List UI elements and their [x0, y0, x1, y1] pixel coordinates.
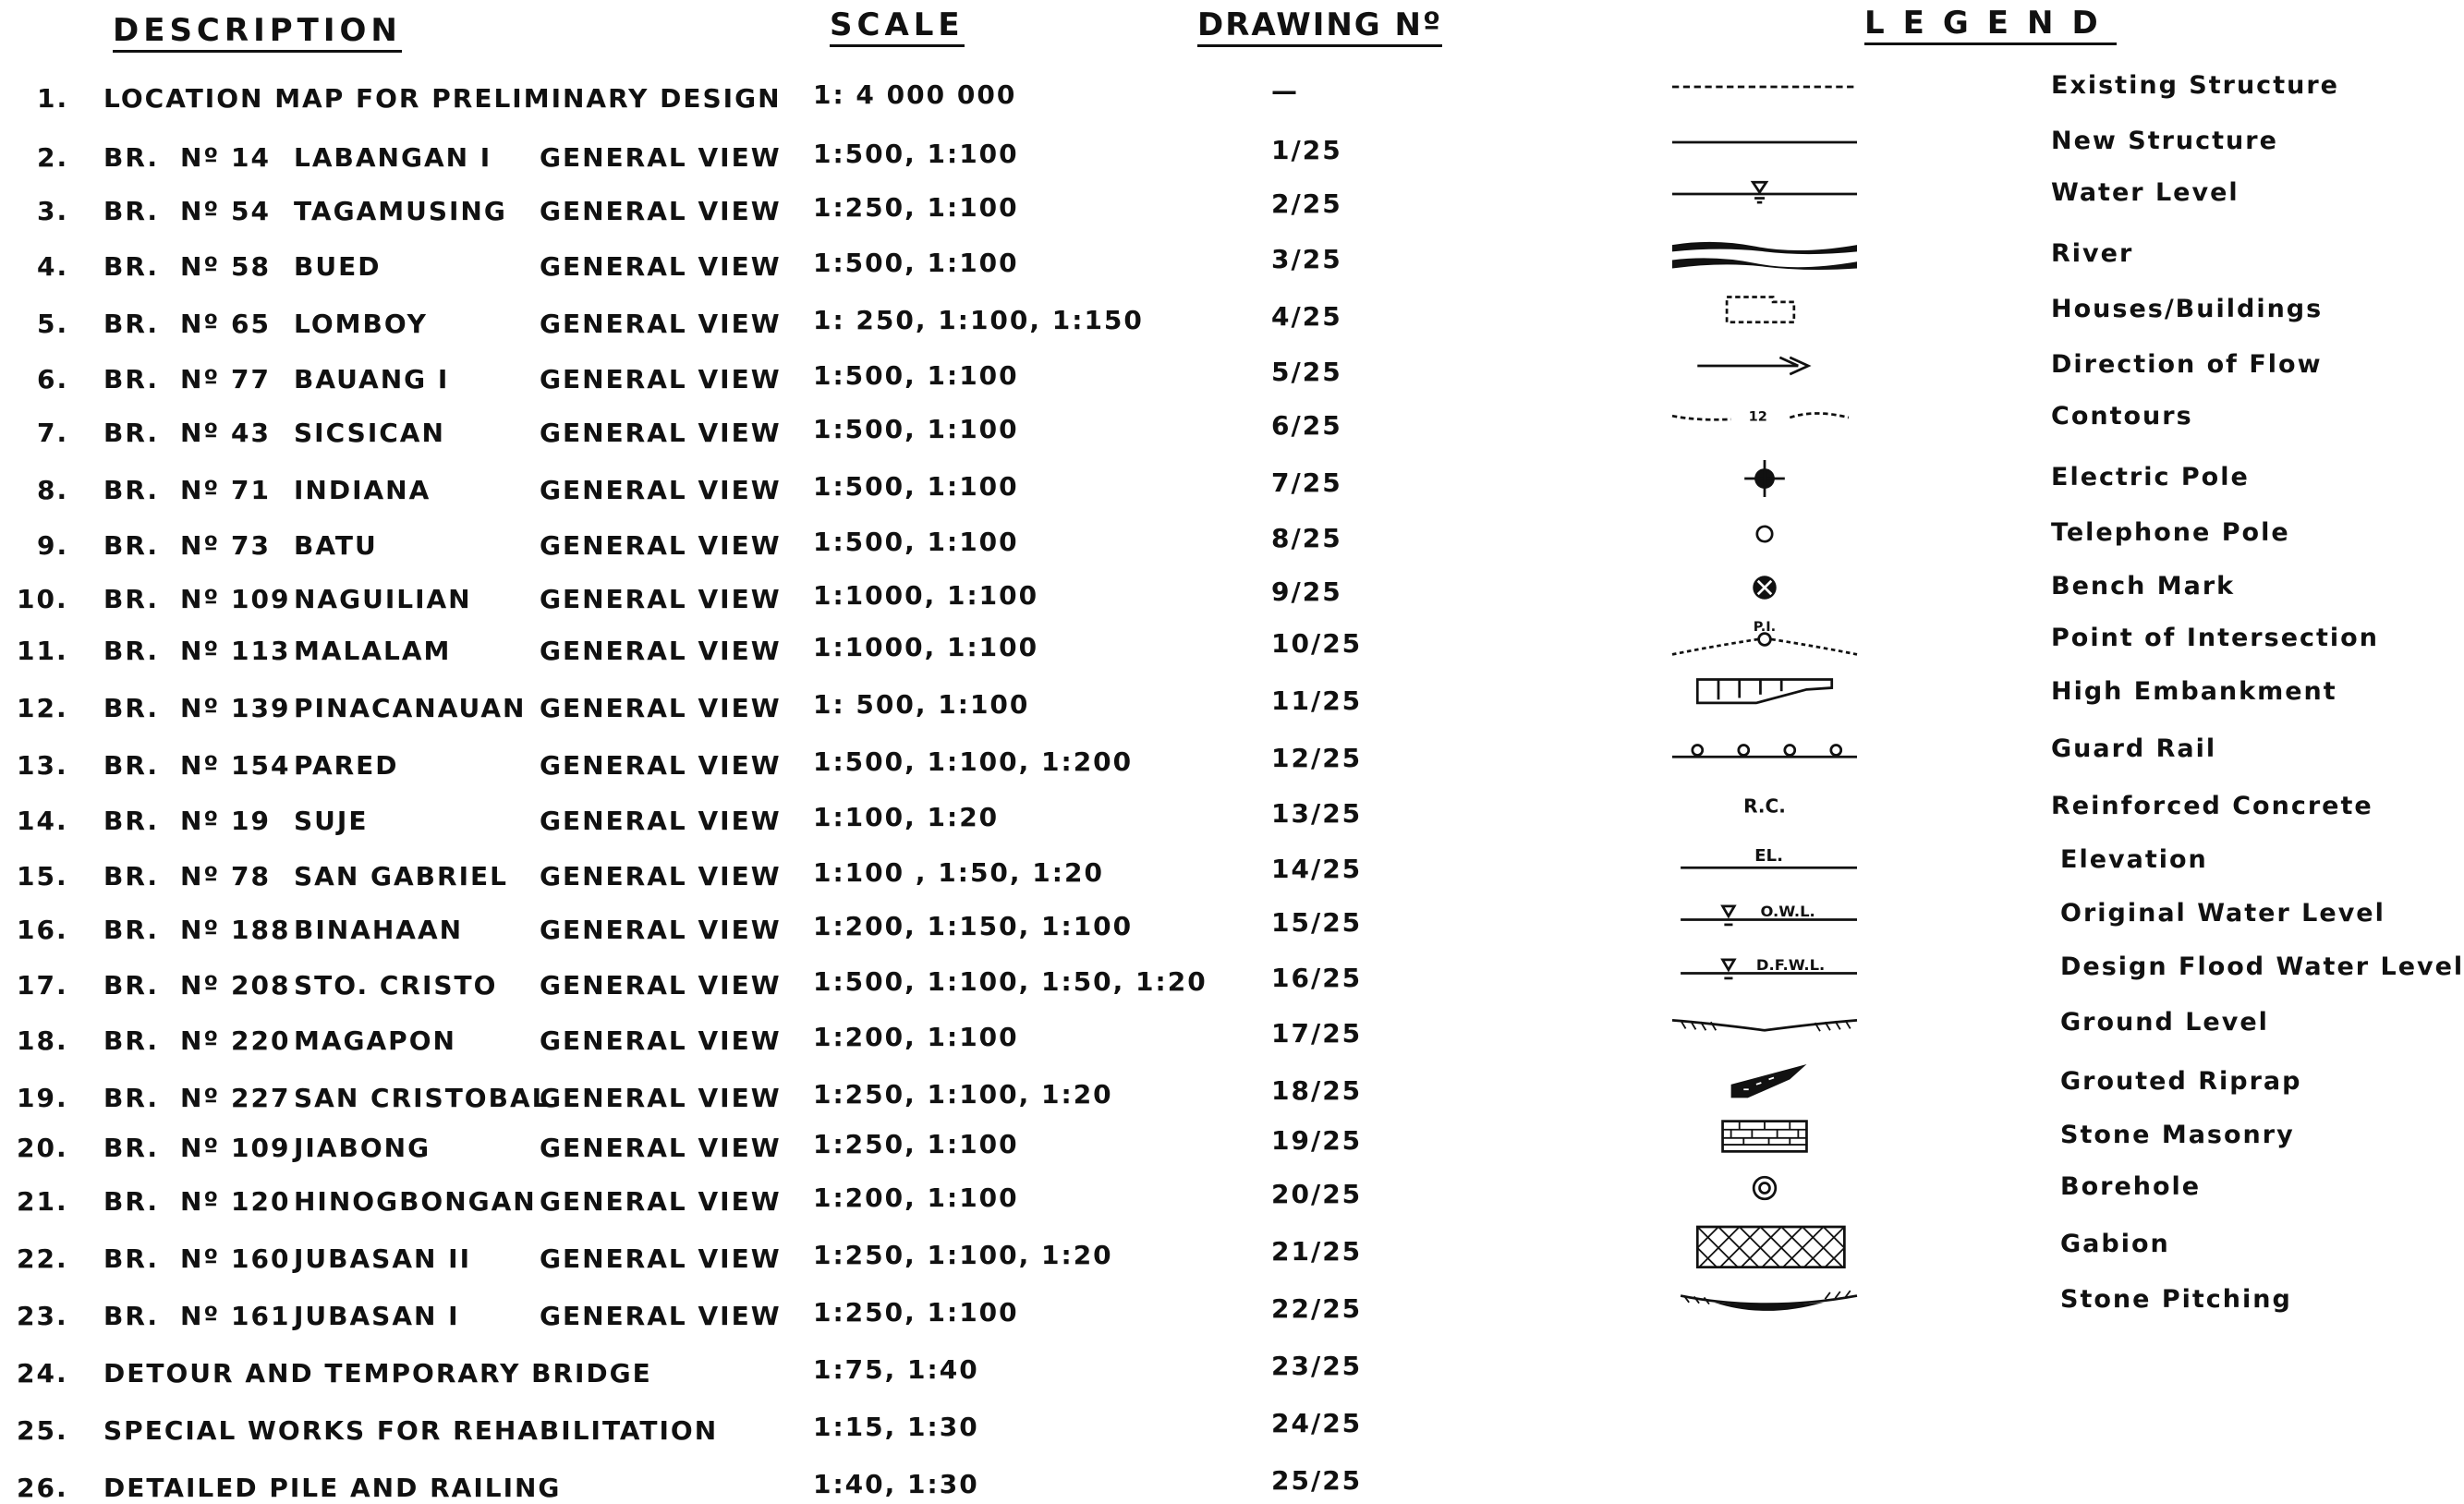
view-type: GENERAL VIEW — [540, 636, 782, 666]
scale-value: 1:500, 1:100 — [813, 471, 1019, 502]
bridge-number: Nº 65 — [180, 309, 271, 339]
scale-value: 1:250, 1:100, 1:20 — [813, 1079, 1113, 1110]
bridge-prefix: BR. — [103, 196, 160, 226]
legend-label: New Structure — [2051, 127, 2278, 155]
legend-header: LEGEND — [1864, 6, 2117, 45]
legend-label: High Embankment — [2051, 677, 2337, 706]
legend-label: Contours — [2051, 402, 2193, 431]
drawing-number: 12/25 — [1271, 743, 1363, 773]
row-number: 18. — [17, 1025, 68, 1056]
bridge-prefix: BR. — [103, 584, 160, 614]
bridge-number: Nº 58 — [180, 251, 271, 282]
row-description: DETOUR AND TEMPORARY BRIDGE — [103, 1358, 652, 1389]
row-number: 20. — [17, 1133, 68, 1163]
bridge-number: Nº 227 — [180, 1083, 291, 1113]
legend-label: Electric Pole — [2051, 463, 2250, 491]
row-number: 11. — [17, 636, 68, 666]
bridge-prefix: BR. — [103, 1186, 160, 1217]
reinforced-concrete-icon — [1654, 789, 1875, 826]
drawing-number: 9/25 — [1271, 576, 1342, 607]
bridge-number: Nº 220 — [180, 1025, 291, 1056]
bridge-prefix: BR. — [103, 309, 160, 339]
legend-label: Point of Intersection — [2051, 624, 2379, 652]
bridge-name: LOMBOY — [294, 309, 428, 339]
legend-marker-text: O.W.L. — [1760, 902, 1815, 920]
legend-label: Design Flood Water Level — [2060, 952, 2464, 981]
bridge-number: Nº 120 — [180, 1186, 291, 1217]
scale-value: 1:500, 1:100 — [813, 360, 1019, 391]
row-number: 2. — [37, 142, 69, 173]
scale-value: 1:1000, 1:100 — [813, 580, 1039, 611]
bridge-number: Nº 109 — [180, 1133, 291, 1163]
bridge-name: SUJE — [294, 806, 369, 836]
bridge-number: Nº 14 — [180, 142, 271, 173]
bridge-prefix: BR. — [103, 475, 160, 505]
water-level-icon — [1654, 176, 1875, 212]
row-number: 13. — [17, 750, 68, 781]
row-description: LOCATION MAP FOR PRELIMINARY DESIGN — [103, 83, 782, 114]
row-number: 1. — [37, 83, 69, 114]
bridge-name: JIABONG — [294, 1133, 431, 1163]
view-type: GENERAL VIEW — [540, 750, 782, 781]
building-icon — [1654, 292, 1875, 329]
bridge-name: INDIANA — [294, 475, 431, 505]
scale-value: 1: 4 000 000 — [813, 79, 1017, 110]
legend-label: Stone Masonry — [2060, 1121, 2295, 1149]
drawing-number: — — [1271, 76, 1299, 106]
scale-value: 1:250, 1:100 — [813, 1129, 1019, 1159]
view-type: GENERAL VIEW — [540, 475, 782, 505]
bridge-number: Nº 77 — [180, 364, 271, 394]
bridge-prefix: BR. — [103, 1301, 160, 1331]
bridge-name: PINACANAUAN — [294, 693, 527, 723]
bridge-name: BINAHAAN — [294, 915, 464, 945]
row-number: 12. — [17, 693, 68, 723]
scale-value: 1:250, 1:100 — [813, 192, 1019, 223]
scale-value: 1: 500, 1:100 — [813, 689, 1030, 720]
bridge-name: SAN GABRIEL — [294, 861, 508, 891]
drawing-number: 21/25 — [1271, 1236, 1363, 1267]
row-number: 16. — [17, 915, 68, 945]
contour-marker: 12 — [1748, 409, 1767, 425]
bridge-number: Nº 160 — [180, 1243, 291, 1274]
bridge-name: JUBASAN II — [294, 1243, 472, 1274]
view-type: GENERAL VIEW — [540, 309, 782, 339]
contour-icon — [1654, 399, 1875, 436]
bridge-name: STO. CRISTO — [294, 970, 498, 1001]
drawing-number: 6/25 — [1271, 410, 1342, 441]
embankment-icon — [1654, 674, 1875, 711]
view-type: GENERAL VIEW — [540, 861, 782, 891]
bridge-prefix: BR. — [103, 693, 160, 723]
bridge-name: SAN CRISTOBAL — [294, 1083, 551, 1113]
view-type: GENERAL VIEW — [540, 530, 782, 561]
bridge-name: MAGAPON — [294, 1025, 456, 1056]
flow-arrow-icon — [1654, 347, 1875, 384]
bridge-name: JUBASAN I — [294, 1301, 460, 1331]
bridge-number: Nº 43 — [180, 418, 271, 448]
scale-header: SCALE — [830, 7, 965, 47]
scale-value: 1:250, 1:100, 1:20 — [813, 1240, 1113, 1270]
legend-label: Houses/Buildings — [2051, 295, 2324, 323]
drawing-number: 16/25 — [1271, 963, 1363, 993]
description-header: DESCRIPTION — [113, 13, 402, 53]
view-type: GENERAL VIEW — [540, 251, 782, 282]
design-flood-level-icon — [1654, 950, 1875, 987]
drawing-number: 7/25 — [1271, 467, 1342, 498]
legend-label: Grouted Riprap — [2060, 1067, 2302, 1096]
legend-label: Elevation — [2060, 845, 2208, 874]
row-number: 14. — [17, 806, 68, 836]
stone-pitching-icon — [1654, 1282, 1875, 1319]
scale-value: 1:500, 1:100 — [813, 248, 1019, 278]
view-type: GENERAL VIEW — [540, 970, 782, 1001]
legend-label: Borehole — [2060, 1172, 2202, 1201]
view-type: GENERAL VIEW — [540, 196, 782, 226]
bridge-number: Nº 188 — [180, 915, 291, 945]
row-description: DETAILED PILE AND RAILING — [103, 1473, 562, 1503]
row-number: 3. — [37, 196, 69, 226]
bridge-number: Nº 19 — [180, 806, 271, 836]
legend-label: Gabion — [2060, 1230, 2170, 1258]
view-type: GENERAL VIEW — [540, 1186, 782, 1217]
scale-value: 1:15, 1:30 — [813, 1412, 979, 1442]
legend-marker-text: D.F.W.L. — [1755, 955, 1826, 974]
drawing-number: 10/25 — [1271, 628, 1363, 659]
borehole-icon — [1654, 1170, 1875, 1207]
view-type: GENERAL VIEW — [540, 584, 782, 614]
river-icon — [1654, 237, 1875, 273]
bridge-prefix: BR. — [103, 142, 160, 173]
scale-value: 1:100, 1:20 — [813, 802, 1000, 832]
solid-line-icon — [1654, 124, 1875, 161]
scale-value: 1:75, 1:40 — [813, 1354, 979, 1385]
scale-value: 1: 250, 1:100, 1:150 — [813, 305, 1144, 335]
bridge-prefix: BR. — [103, 915, 160, 945]
bridge-name: BAUANG I — [294, 364, 450, 394]
view-type: GENERAL VIEW — [540, 1133, 782, 1163]
legend-label: Telephone Pole — [2051, 518, 2290, 547]
row-number: 17. — [17, 970, 68, 1001]
view-type: GENERAL VIEW — [540, 418, 782, 448]
view-type: GENERAL VIEW — [540, 1083, 782, 1113]
scale-value: 1:500, 1:100 — [813, 139, 1019, 169]
scale-value: 1:200, 1:100 — [813, 1022, 1019, 1052]
view-type: GENERAL VIEW — [540, 915, 782, 945]
bridge-number: Nº 113 — [180, 636, 291, 666]
legend-label: Original Water Level — [2060, 899, 2385, 928]
view-type: GENERAL VIEW — [540, 806, 782, 836]
bridge-prefix: BR. — [103, 636, 160, 666]
drawing-number: 4/25 — [1271, 301, 1342, 332]
bridge-prefix: BR. — [103, 1025, 160, 1056]
drawing-number: 14/25 — [1271, 854, 1363, 884]
drawing-number: 1/25 — [1271, 135, 1342, 165]
bridge-prefix: BR. — [103, 418, 160, 448]
bridge-number: Nº 109 — [180, 584, 291, 614]
bridge-prefix: BR. — [103, 970, 160, 1001]
legend-label: Ground Level — [2060, 1008, 2269, 1037]
drawing-number: 2/25 — [1271, 188, 1342, 219]
drawing-number: 5/25 — [1271, 357, 1342, 387]
bridge-prefix: BR. — [103, 1133, 160, 1163]
drawing-number: 17/25 — [1271, 1018, 1363, 1049]
row-number: 26. — [17, 1473, 68, 1503]
row-number: 15. — [17, 861, 68, 891]
bridge-number: Nº 161 — [180, 1301, 291, 1331]
legend-marker-text: P.I. — [1753, 619, 1777, 635]
electric-pole-icon — [1654, 460, 1875, 497]
elevation-icon — [1654, 843, 1875, 879]
bridge-prefix: BR. — [103, 806, 160, 836]
guard-rail-icon — [1654, 732, 1875, 769]
row-number: 24. — [17, 1358, 68, 1389]
bridge-number: Nº 71 — [180, 475, 271, 505]
drawing-number: 11/25 — [1271, 685, 1363, 716]
row-number: 9. — [37, 530, 69, 561]
bridge-prefix: BR. — [103, 364, 160, 394]
scale-value: 1:200, 1:100 — [813, 1183, 1019, 1213]
bench-mark-icon — [1654, 569, 1875, 606]
bridge-prefix: BR. — [103, 1083, 160, 1113]
legend-label: River — [2051, 239, 2134, 268]
bridge-prefix: BR. — [103, 1243, 160, 1274]
drawing-number: 22/25 — [1271, 1293, 1363, 1324]
intersection-point-icon — [1654, 621, 1875, 658]
row-description: SPECIAL WORKS FOR REHABILITATION — [103, 1415, 719, 1446]
grouted-riprap-icon — [1654, 1064, 1875, 1101]
drawing-number: 23/25 — [1271, 1351, 1363, 1381]
dashed-line-icon — [1654, 68, 1875, 105]
bridge-number: Nº 73 — [180, 530, 271, 561]
bridge-name: LABANGAN I — [294, 142, 492, 173]
row-number: 7. — [37, 418, 69, 448]
bridge-name: MALALAM — [294, 636, 452, 666]
drawing-number: 20/25 — [1271, 1179, 1363, 1209]
view-type: GENERAL VIEW — [540, 693, 782, 723]
scale-value: 1:500, 1:100, 1:200 — [813, 746, 1134, 777]
bridge-name: PARED — [294, 750, 399, 781]
row-number: 19. — [17, 1083, 68, 1113]
legend-marker-text: R.C. — [1743, 794, 1786, 818]
view-type: GENERAL VIEW — [540, 364, 782, 394]
drawing-number: 18/25 — [1271, 1075, 1363, 1106]
view-type: GENERAL VIEW — [540, 1025, 782, 1056]
view-type: GENERAL VIEW — [540, 1301, 782, 1331]
scale-value: 1:500, 1:100 — [813, 414, 1019, 444]
bridge-name: SICSICAN — [294, 418, 445, 448]
drawing-number: 13/25 — [1271, 798, 1363, 829]
scale-value: 1:500, 1:100, 1:50, 1:20 — [813, 966, 1208, 997]
drawing-number: 25/25 — [1271, 1465, 1363, 1496]
drawing-number: 24/25 — [1271, 1408, 1363, 1438]
scale-value: 1:40, 1:30 — [813, 1469, 979, 1499]
bridge-prefix: BR. — [103, 530, 160, 561]
drawing-number: 8/25 — [1271, 523, 1342, 553]
row-number: 25. — [17, 1415, 68, 1446]
bridge-name: HINOGBONGAN — [294, 1186, 537, 1217]
row-number: 4. — [37, 251, 69, 282]
row-number: 10. — [17, 584, 68, 614]
view-type: GENERAL VIEW — [540, 1243, 782, 1274]
legend-label: Reinforced Concrete — [2051, 792, 2373, 820]
bridge-name: BUED — [294, 251, 382, 282]
scale-value: 1:100 , 1:50, 1:20 — [813, 857, 1104, 888]
stone-masonry-icon — [1654, 1118, 1875, 1155]
scale-value: 1:250, 1:100 — [813, 1297, 1019, 1328]
scale-value: 1:1000, 1:100 — [813, 632, 1039, 662]
bridge-number: Nº 54 — [180, 196, 271, 226]
legend-label: Existing Structure — [2051, 71, 2339, 100]
drawing-number: 3/25 — [1271, 244, 1342, 274]
legend-label: Bench Mark — [2051, 572, 2236, 600]
scale-value: 1:200, 1:150, 1:100 — [813, 911, 1134, 941]
row-number: 5. — [37, 309, 69, 339]
legend-label: Guard Rail — [2051, 734, 2217, 763]
row-number: 23. — [17, 1301, 68, 1331]
scale-value: 1:500, 1:100 — [813, 527, 1019, 557]
legend-marker-text: EL. — [1754, 846, 1783, 866]
row-number: 22. — [17, 1243, 68, 1274]
bridge-number: Nº 154 — [180, 750, 291, 781]
bridge-number: Nº 78 — [180, 861, 271, 891]
legend-label: Direction of Flow — [2051, 350, 2323, 379]
bridge-name: BATU — [294, 530, 378, 561]
bridge-prefix: BR. — [103, 750, 160, 781]
original-water-level-icon — [1654, 896, 1875, 933]
bridge-name: TAGAMUSING — [294, 196, 507, 226]
bridge-number: Nº 208 — [180, 970, 291, 1001]
bridge-prefix: BR. — [103, 861, 160, 891]
view-type: GENERAL VIEW — [540, 142, 782, 173]
ground-level-icon — [1654, 1005, 1875, 1042]
row-number: 21. — [17, 1186, 68, 1217]
drawing-no-header: DRAWING Nº — [1197, 7, 1442, 47]
drawing-number: 19/25 — [1271, 1125, 1363, 1156]
row-number: 6. — [37, 364, 69, 394]
bridge-number: Nº 139 — [180, 693, 291, 723]
legend-label: Water Level — [2051, 178, 2239, 207]
gabion-icon — [1654, 1227, 1875, 1264]
telephone-pole-icon — [1654, 515, 1875, 552]
row-number: 8. — [37, 475, 69, 505]
bridge-name: NAGUILIAN — [294, 584, 472, 614]
drawing-number: 15/25 — [1271, 907, 1363, 938]
legend-label: Stone Pitching — [2060, 1285, 2292, 1314]
bridge-prefix: BR. — [103, 251, 160, 282]
